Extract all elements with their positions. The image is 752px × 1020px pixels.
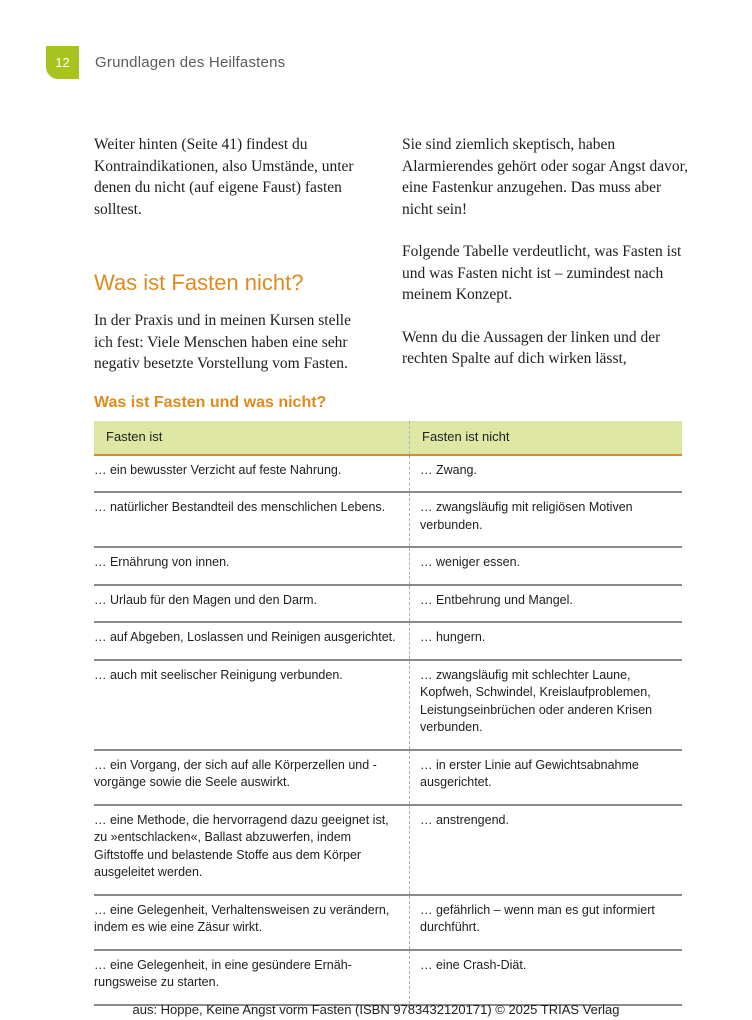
table-cell-is-not: … zwangsläufig mit schlechter Laune, Kopfweh, Schwindel, Kreislaufproblemen, Leistungseinbrüchen oder anderen Krisen verbunden. [410,660,683,750]
table-row [94,895,682,950]
table-row [94,492,682,547]
table-cell-is-not: … gefährlich – wenn man es gut informiert durchführt. [410,895,683,950]
table-cell-is: … auf Abgeben, Loslassen und Reinigen ausgerichtet. [94,622,410,660]
table-cell-is: … eine Gelegenheit, Verhaltensweisen zu verändern, indem es wie eine Zäsur wirkt. [94,895,410,950]
section-heading: Was ist Fasten nicht? [94,270,304,295]
table-row [94,950,682,1005]
right-column [402,134,690,370]
left-column [94,134,372,375]
fasting-comparison-table [94,421,682,1006]
table-cell-is-not: … in erster Linie auf Gewichtsabnahme ausgerichtet. [410,750,683,805]
intro-paragraph: Weiter hinten (Seite 41) findest du Kontraindikationen, also Umstände, unter denen du nicht (auf eigene Faust) fasten solltest. [94,136,354,218]
table-row [94,547,682,585]
skeptic-paragraph: Sie sind ziemlich skeptisch, haben Alarmierendes gehört oder sogar Angst davor, eine Fastenkur anzugehen. Das muss aber nicht sein! [402,136,689,218]
table-cell-is-not: … eine Crash-Diät. [410,950,683,1005]
table-cell-is: … ein Vorgang, der sich auf alle Körperzellen und -vorgänge sowie die Seele auswirkt. [94,750,410,805]
source-footer: aus: Hoppe, Keine Angst vorm Fasten (ISBN 9783432120171) © 2025 TRIAS Verlag [132,1002,620,1017]
table-row [94,622,682,660]
table-intro-paragraph: Folgende Tabelle verdeutlicht, was Fasten ist und was Fasten nicht ist – zumindest nach meinem Konzept. [402,243,682,303]
table-cell-is: … eine Methode, die hervorragend dazu geeignet ist, zu »entschlacken«, Ballast abzuwerfen, indem Giftstoffe und belastende Stoffe aus dem Körper ausgeleitet werden. [94,805,410,895]
table-cell-is-not: … weniger essen. [410,547,683,585]
table-row [94,455,682,493]
table-cell-is-not: … anstrengend. [410,805,683,895]
table-cell-is-not: … zwangsläufig mit religiösen Motiven verbunden. [410,492,683,547]
page-number-badge: 12 [46,46,79,79]
table-cell-is: … eine Gelegenheit, in eine gesündere Ernährungsweise zu starten. [94,950,410,1005]
running-title: Grundlagen des Heilfastens [95,54,286,71]
table-cell-is: … ein bewusster Verzicht auf feste Nahrung. [94,455,410,493]
table-row [94,585,682,623]
column-header-fasten-ist-nicht: Fasten ist nicht [410,421,683,455]
table-row [94,660,682,750]
column-header-fasten-ist: Fasten ist [94,421,410,455]
table-cell-is: … Ernährung von innen. [94,547,410,585]
table-cell-is: … auch mit seelischer Reinigung verbunden. [94,660,410,750]
practice-paragraph: In der Praxis und in meinen Kursen stelle ich fest: Viele Menschen haben eine sehr negativ besetzte Vorstellung vom Fasten. [94,312,351,372]
table-cell-is-not: … Zwang. [410,455,683,493]
table-header-row [94,421,682,455]
reflection-paragraph: Wenn du die Aussagen der linken und der rechten Spalte auf dich wirken lässt, [402,328,661,367]
table-cell-is-not: … hungern. [410,622,683,660]
table-row [94,805,682,895]
table-row [94,750,682,805]
table-title: Was ist Fasten und was nicht? [94,394,327,411]
table-cell-is: … natürlicher Bestandteil des menschlichen Lebens. [94,492,410,547]
table-cell-is-not: … Entbehrung und Mangel. [410,585,683,623]
table-cell-is: … Urlaub für den Magen und den Darm. [94,585,410,623]
